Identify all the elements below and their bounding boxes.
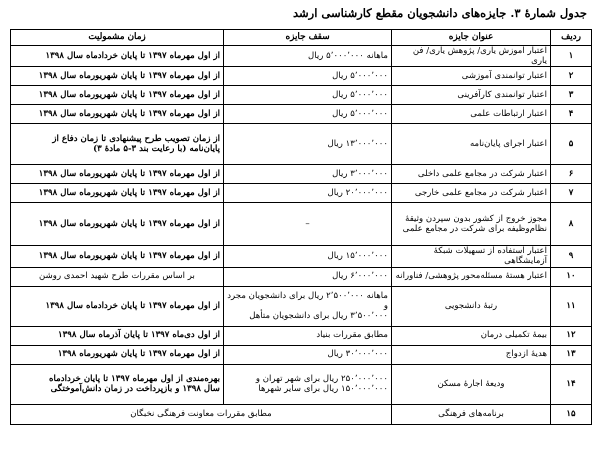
award-period: از اول مهرماه ۱۳۹۷ تا پایان شهریورماه سال ۱۳۹۸ <box>11 86 224 105</box>
award-cap: ۶٬۰۰۰٬۰۰۰ ریال <box>224 267 392 286</box>
table-row <box>11 105 592 124</box>
row-number: ۱۲ <box>551 326 592 345</box>
award-title-line: مجوز خروج از کشور بدون سپردن وثیقهٔ <box>405 214 547 225</box>
row-number: ۹ <box>551 246 592 267</box>
award-title: بیمهٔ تکمیلی درمان <box>392 326 551 345</box>
award-title: اعتبار اجرای پایان‌نامه <box>392 124 551 165</box>
table-row <box>11 67 592 86</box>
award-title: رتبهٔ دانشجویی <box>392 286 551 326</box>
award-period-line: بهره‌مندی از اول مهرماه ۱۳۹۷ تا پایان خردادماه <box>49 373 220 384</box>
row-number: ۲ <box>551 67 592 86</box>
row-number: ۴ <box>551 105 592 124</box>
award-period <box>11 364 224 404</box>
awards-table <box>10 29 592 425</box>
award-period-line: پایان‌نامه (با رعایت بند ۳-۵ مادهٔ ۳) <box>93 144 220 155</box>
award-cap-line: ۲۵۰٬۰۰۰٬۰۰۰ ریال برای شهر تهران و <box>255 373 388 384</box>
table-row <box>11 364 592 404</box>
header-row <box>11 30 592 46</box>
header-cell-row-number: ردیف <box>551 30 592 46</box>
award-title: اعتبار توانمندی آموزشی <box>392 67 551 86</box>
award-cap <box>224 364 392 404</box>
award-period: از اول مهرماه ۱۳۹۷ تا پایان خردادماه سال ۱۳۹۸ <box>11 286 224 326</box>
award-period: از اول مهرماه ۱۳۹۷ تا پایان شهریورماه سال ۱۳۹۸ <box>11 67 224 86</box>
row-number: ۱۳ <box>551 345 592 364</box>
award-cap: ۵٬۰۰۰٬۰۰۰ ریال <box>224 67 392 86</box>
row-number: ۱۰ <box>551 267 592 286</box>
award-title: برنامه‌های فرهنگی <box>392 404 551 424</box>
award-cap: ۵٬۰۰۰٬۰۰۰ ریال <box>224 86 392 105</box>
award-cap: ماهانه ۵٬۰۰۰٬۰۰۰ ریال <box>224 46 392 67</box>
award-cap: ۳٬۰۰۰٬۰۰۰ ریال <box>224 165 392 184</box>
award-title: اعتبار شرکت در مجامع علمی داخلی <box>392 165 551 184</box>
table-row <box>11 286 592 326</box>
award-cap: ۱۵٬۰۰۰٬۰۰۰ ریال <box>224 246 392 267</box>
table-row <box>11 184 592 203</box>
award-merged-note: مطابق مقررات معاونت فرهنگی نخبگان <box>11 404 392 424</box>
header-cell-period: زمان مشمولیت <box>11 30 224 46</box>
table-row <box>11 267 592 286</box>
award-cap: ۵٬۰۰۰٬۰۰۰ ریال <box>224 105 392 124</box>
table-row <box>11 46 592 67</box>
award-period <box>11 124 224 165</box>
table-title: جدول شمارهٔ ۳. جایزه‌های دانشجویان مقطع کارشناسی ارشد <box>292 6 587 20</box>
header-cell-award-cap: سقف جایزه <box>224 30 392 46</box>
award-cap: ۳۰٬۰۰۰٬۰۰۰ ریال <box>224 345 392 364</box>
award-title: اعتبار شرکت در مجامع علمی خارجی <box>392 184 551 203</box>
award-cap-line: ۳٬۵۰۰٬۰۰۰ ریال برای دانشجویان متأهل <box>249 311 388 322</box>
row-number: ۱۴ <box>551 364 592 404</box>
award-title: ودیعهٔ اجارهٔ مسکن <box>392 364 551 404</box>
table-row <box>11 165 592 184</box>
award-title: اعتبار استفاده از تسهیلات شبکهٔ آزمایشگاهی <box>392 246 551 267</box>
award-period: از اول مهرماه ۱۳۹۷ تا پایان شهریورماه سال ۱۳۹۸ <box>11 165 224 184</box>
row-number: ۳ <box>551 86 592 105</box>
row-number: ۶ <box>551 165 592 184</box>
row-number: ۱ <box>551 46 592 67</box>
header-cell-award-title: عنوان جایزه <box>392 30 551 46</box>
award-period-line: از زمان تصویب طرح پیشنهادی تا زمان دفاع از <box>52 134 220 145</box>
award-period: از اول مهرماه ۱۳۹۷ تا پایان شهریورماه سال ۱۳۹۸ <box>11 105 224 124</box>
table-row <box>11 246 592 267</box>
award-cap-line: ماهانه ۲٬۵۰۰٬۰۰۰ ریال برای دانشجویان مجرد و <box>227 290 388 311</box>
award-cap: مطابق مقررات بنیاد <box>224 326 392 345</box>
award-period: از اول مهرماه ۱۳۹۷ تا پایان شهریورماه سال ۱۳۹۸ <box>11 184 224 203</box>
award-cap: ۲۰٬۰۰۰٬۰۰۰ ریال <box>224 184 392 203</box>
award-cap: – <box>224 203 392 246</box>
award-title: اعتبار هستهٔ مسئله‌محور پژوهشی/ فناورانه <box>392 267 551 286</box>
award-cap-line: ۱۵۰٬۰۰۰٬۰۰۰ ریال برای سایر شهرها <box>258 384 388 395</box>
award-period: از اول مهرماه ۱۳۹۷ تا پایان شهریورماه ۱۳۹۸ <box>11 345 224 364</box>
award-period: از اول مهرماه ۱۳۹۷ تا پایان شهریورماه سال ۱۳۹۸ <box>11 246 224 267</box>
award-title: اعتبار توانمندی کارآفرینی <box>392 86 551 105</box>
award-title: اعتبار آموزش یاری/ پژوهش یاری/ فن یاری <box>392 46 551 67</box>
row-number: ۸ <box>551 203 592 246</box>
award-title: هدیهٔ ازدواج <box>392 345 551 364</box>
table-row <box>11 404 592 424</box>
award-period: از اول دی‌ماه ۱۳۹۷ تا پایان آذرماه سال ۱۳۹۸ <box>11 326 224 345</box>
award-title-line: نظام‌وظیفه برای شرکت در مجامع علمی <box>402 224 547 235</box>
award-period: از اول مهرماه ۱۳۹۷ تا پایان خردادماه سال ۱۳۹۸ <box>11 46 224 67</box>
table-row <box>11 124 592 165</box>
row-number: ۱۱ <box>551 286 592 326</box>
award-cap: ۱۳٬۰۰۰٬۰۰۰ ریال <box>224 124 392 165</box>
award-period: از اول مهرماه ۱۳۹۷ تا پایان شهریورماه سال ۱۳۹۸ <box>11 203 224 246</box>
table-row <box>11 203 592 246</box>
row-number: ۱۵ <box>551 404 592 424</box>
award-title <box>392 203 551 246</box>
table-row <box>11 326 592 345</box>
row-number: ۵ <box>551 124 592 165</box>
table-row <box>11 86 592 105</box>
award-period: بر اساس مقررات طرح شهید احمدی روشن <box>11 267 224 286</box>
award-period-line: سال ۱۳۹۸ و بازپرداخت در زمان دانش‌آموختگی <box>50 384 220 395</box>
row-number: ۷ <box>551 184 592 203</box>
award-title: اعتبار ارتباطات علمی <box>392 105 551 124</box>
award-cap <box>224 286 392 326</box>
table-row <box>11 345 592 364</box>
